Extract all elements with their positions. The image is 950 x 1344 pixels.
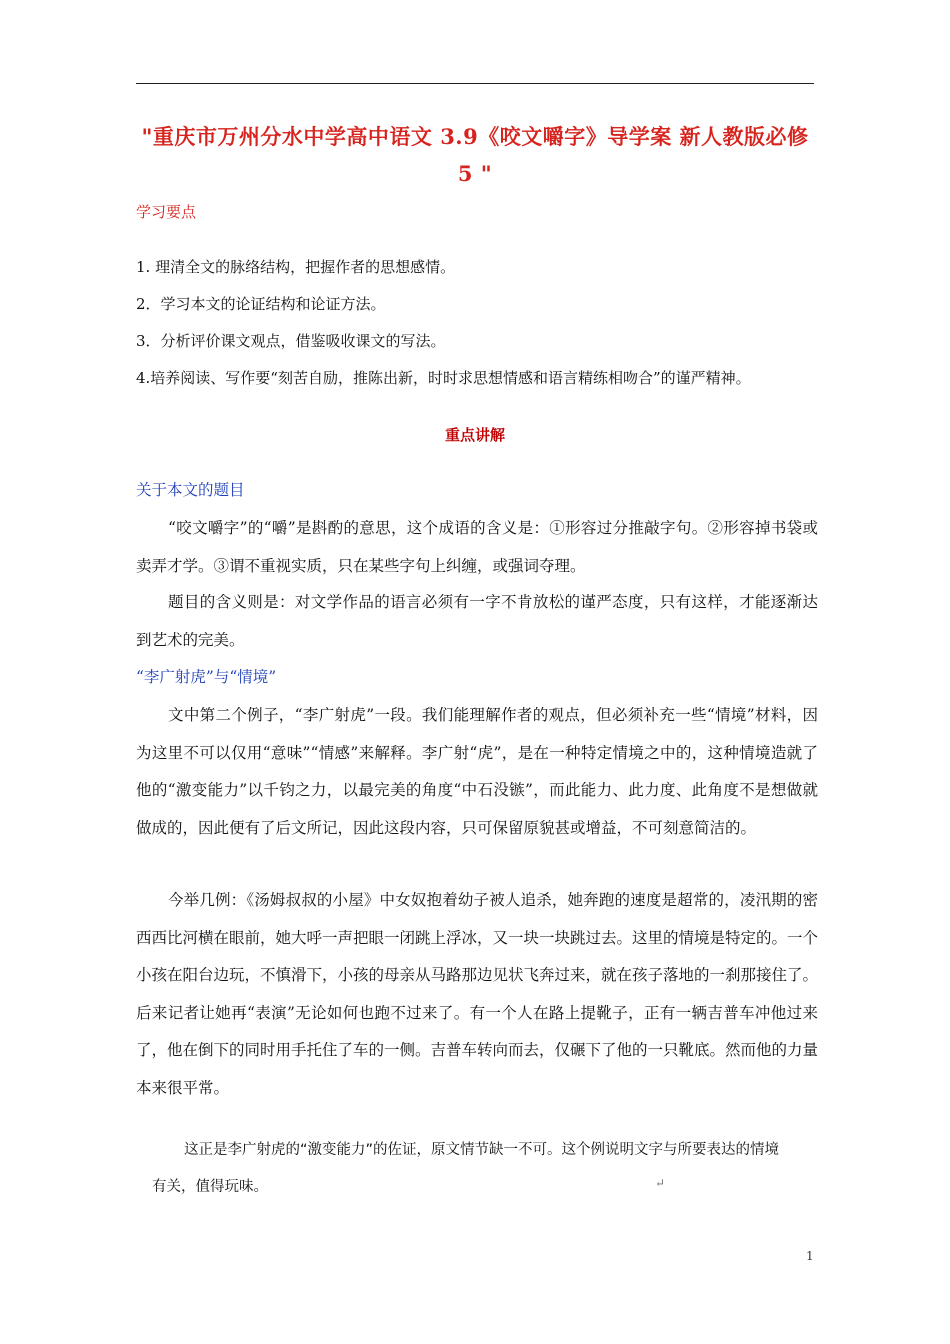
study-points-list (136, 249, 826, 397)
paragraph: 文中第二个例子，“李广射虎”一段。我们能理解作者的观点，但必须补充一些“情境”材料，因为这里不可以仅用“意味”“情感”来解释。李广射“虎”，是在一种特定情境之中的，这种情境造就了他的“激变能力”以千钧之力，以最完美的角度“中石没镞”，而此能力、此力度、此角度不是想做就做成的，因此便有了后文所记，因此这段内容，只可保留原貌甚或增益，不可刻意简洁的。 (136, 706, 818, 837)
topic-heading-title: 关于本文的题目 (136, 481, 245, 499)
section-key-explanation: 重点讲解 (444, 426, 505, 444)
paragraph: 题目的含义则是：对文学作品的语言必须有一字不肯放松的谨严态度，只有这样，才能逐渐达到艺术的完美。 (136, 593, 818, 649)
topic-heading-li-guang: “李广射虎”与“情境” (136, 668, 277, 686)
list-item: 4.培养阅读、写作要“刻苦自励，推陈出新，时时求思想情感和语言精练相吻合”的谨严精神。 (136, 369, 751, 387)
return-mark: ↵ (655, 1176, 666, 1190)
quoted-paragraph: 这正是李广射虎的“激变能力”的佐证，原文情节缺一不可。这个例说明文字与所要表达的情境有关，值得玩味。 (152, 1142, 780, 1195)
paragraph: “咬文嚼字”的“嚼”是斟酌的意思，这个成语的含义是：①形容过分推敲字句。②形容掉书袋或卖弄才学。③谓不重视实质，只在某些字句上纠缠，或强词夺理。 (136, 519, 818, 575)
page-number: 1 (806, 1249, 814, 1263)
list-item: 2．学习本文的论证结构和论证方法。 (136, 295, 386, 313)
header-rule (136, 83, 814, 84)
list-item: 1. 理清全文的脉络结构，把握作者的思想感情。 (136, 258, 456, 276)
document-title: "重庆市万州分水中学高中语文 3.9《咬文嚼字》导学案 新人教版必修 5 " (141, 124, 809, 186)
paragraph: 今举几例：《汤姆叔叔的小屋》中女奴抱着幼子被人追杀，她奔跑的速度是超常的，凌汛期的密西西比河横在眼前，她大呼一声把眼一闭跳上浮冰，又一块一块跳过去。这里的情境是特定的。一个小孩在阳台边玩，不慎滑下，小孩的母亲从马路那边见状飞奔过来，就在孩子落地的一刹那接住了。后来记者让她再“表演”无论如何也跑不过来了。有一个人在路上提靴子，正有一辆吉普车冲他过来了，他在倒下的同时用手托住了车的一侧。吉普车转向而去，仅碾下了他的一只靴底。然而他的力量本来很平常。 (136, 891, 819, 1097)
section-study-points: 学习要点 (136, 203, 197, 221)
list-item: 3．分析评价课文观点，借鉴吸收课文的写法。 (136, 332, 446, 350)
